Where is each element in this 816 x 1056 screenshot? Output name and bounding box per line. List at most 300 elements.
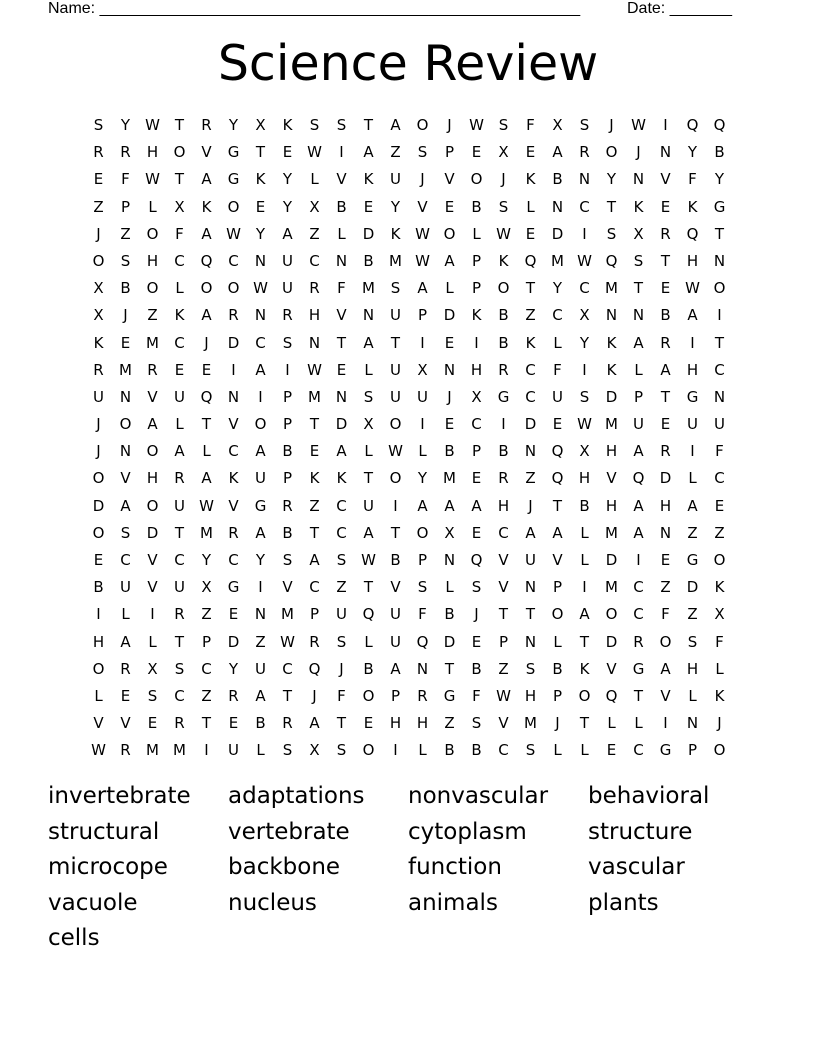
grid-letter[interactable]: N [335, 251, 348, 270]
grid-letter[interactable]: R [120, 143, 131, 162]
grid-letter[interactable]: N [713, 251, 726, 270]
grid-letter[interactable]: W [307, 360, 322, 379]
grid-letter[interactable]: O [173, 143, 186, 162]
grid-letter[interactable]: X [93, 306, 104, 325]
grid-letter[interactable]: O [92, 469, 105, 488]
grid-letter[interactable]: Y [201, 551, 212, 569]
grid-letter[interactable]: K [309, 469, 320, 488]
grid-letter[interactable]: N [254, 306, 267, 325]
grid-letter[interactable]: N [443, 551, 456, 569]
grid-letter[interactable]: L [445, 578, 454, 597]
grid-letter[interactable]: Y [714, 170, 725, 189]
grid-letter[interactable]: N [605, 306, 618, 325]
grid-letter[interactable]: U [390, 170, 401, 189]
grid-letter[interactable]: U [390, 306, 401, 325]
grid-letter[interactable]: B [471, 659, 482, 678]
grid-letter[interactable]: U [228, 741, 239, 760]
grid-letter[interactable]: P [417, 551, 428, 569]
grid-letter[interactable]: U [525, 551, 536, 569]
grid-letter[interactable]: E [363, 714, 374, 733]
grid-letter[interactable]: C [309, 251, 320, 270]
grid-letter[interactable]: D [146, 523, 159, 542]
grid-letter[interactable]: H [659, 496, 672, 515]
grid-letter[interactable]: X [174, 197, 185, 216]
grid-letter[interactable]: A [633, 442, 644, 461]
grid-letter[interactable]: S [282, 551, 293, 569]
grid-letter[interactable]: A [255, 442, 266, 461]
grid-letter[interactable]: T [174, 523, 185, 542]
grid-letter[interactable]: D [605, 632, 618, 651]
grid-letter[interactable]: Z [201, 686, 212, 705]
grid-letter[interactable]: V [498, 551, 509, 569]
grid-letter[interactable]: R [201, 116, 212, 134]
grid-letter[interactable]: T [201, 415, 212, 434]
grid-letter[interactable]: E [444, 197, 455, 216]
grid-letter[interactable]: J [339, 659, 344, 678]
grid-letter[interactable]: K [714, 578, 725, 597]
grid-letter[interactable]: V [606, 469, 617, 488]
grid-letter[interactable]: L [364, 442, 373, 461]
grid-letter[interactable]: R [282, 306, 293, 325]
grid-letter[interactable]: E [309, 442, 320, 461]
grid-letter[interactable]: T [174, 632, 185, 651]
grid-letter[interactable]: Z [309, 224, 320, 243]
grid-letter[interactable]: O [200, 279, 213, 298]
grid-letter[interactable]: A [309, 714, 320, 733]
grid-letter[interactable]: X [93, 279, 104, 298]
grid-letter[interactable]: T [660, 251, 671, 270]
grid-letter[interactable]: T [390, 523, 401, 542]
grid-letter[interactable]: V [336, 170, 347, 189]
grid-letter[interactable]: P [471, 442, 482, 461]
grid-letter[interactable]: N [551, 197, 564, 216]
grid-letter[interactable]: E [228, 605, 239, 624]
grid-letter[interactable]: E [525, 224, 536, 243]
grid-letter[interactable]: I [690, 442, 695, 461]
grid-letter[interactable]: Z [714, 523, 725, 542]
grid-letter[interactable]: E [660, 197, 671, 216]
grid-letter[interactable]: W [280, 632, 295, 651]
grid-letter[interactable]: Q [416, 632, 429, 651]
grid-letter[interactable]: Y [228, 116, 239, 134]
grid-letter[interactable]: E [525, 143, 536, 162]
grid-letter[interactable]: M [200, 523, 213, 542]
grid-letter[interactable]: B [282, 442, 293, 461]
grid-letter[interactable]: L [148, 632, 157, 651]
grid-letter[interactable]: S [282, 333, 293, 352]
grid-letter[interactable]: I [636, 551, 641, 569]
grid-letter[interactable]: L [418, 741, 427, 760]
grid-letter[interactable]: I [420, 333, 425, 352]
grid-letter[interactable]: P [552, 686, 563, 705]
grid-letter[interactable]: N [416, 659, 429, 678]
grid-letter[interactable]: U [174, 387, 185, 406]
grid-letter[interactable]: A [201, 469, 212, 488]
grid-letter[interactable]: Z [390, 143, 401, 162]
grid-letter[interactable]: H [578, 469, 591, 488]
grid-letter[interactable]: Q [308, 659, 321, 678]
grid-letter[interactable]: O [551, 605, 564, 624]
grid-letter[interactable]: S [633, 251, 644, 270]
grid-letter[interactable]: C [525, 360, 536, 379]
grid-letter[interactable]: E [660, 279, 671, 298]
grid-letter[interactable]: J [420, 170, 425, 189]
grid-letter[interactable]: N [308, 333, 321, 352]
grid-letter[interactable]: G [497, 387, 510, 406]
grid-letter[interactable]: D [551, 224, 564, 243]
grid-letter[interactable]: Q [524, 251, 537, 270]
grid-letter[interactable]: L [580, 551, 589, 569]
grid-letter[interactable]: V [147, 551, 158, 569]
grid-letter[interactable]: J [447, 387, 452, 406]
grid-letter[interactable]: Z [309, 496, 320, 515]
grid-letter[interactable]: S [525, 741, 536, 760]
grid-letter[interactable]: B [498, 442, 509, 461]
grid-letter[interactable]: L [580, 523, 589, 542]
grid-letter[interactable]: W [91, 741, 106, 760]
grid-letter[interactable]: T [390, 333, 401, 352]
grid-letter[interactable]: P [309, 605, 320, 624]
grid-letter[interactable]: I [474, 333, 479, 352]
grid-letter[interactable]: N [524, 578, 537, 597]
grid-letter[interactable]: H [686, 251, 699, 270]
grid-letter[interactable]: K [606, 360, 617, 379]
grid-letter[interactable]: K [579, 659, 590, 678]
grid-letter[interactable]: R [147, 360, 158, 379]
grid-letter[interactable]: M [119, 360, 132, 379]
grid-letter[interactable]: L [553, 741, 562, 760]
grid-letter[interactable]: M [146, 333, 159, 352]
grid-letter[interactable]: H [605, 496, 618, 515]
grid-letter[interactable]: B [660, 306, 671, 325]
grid-letter[interactable]: L [526, 197, 535, 216]
grid-letter[interactable]: K [606, 333, 617, 352]
grid-letter[interactable]: V [201, 143, 212, 162]
grid-letter[interactable]: A [552, 523, 563, 542]
grid-letter[interactable]: A [255, 686, 266, 705]
grid-letter[interactable]: S [579, 387, 590, 406]
grid-letter[interactable]: H [497, 496, 510, 515]
grid-letter[interactable]: J [717, 714, 722, 733]
grid-letter[interactable]: J [96, 442, 101, 461]
grid-letter[interactable]: E [147, 714, 158, 733]
grid-letter[interactable]: X [309, 197, 320, 216]
grid-letter[interactable]: H [146, 469, 159, 488]
grid-letter[interactable]: M [173, 741, 186, 760]
grid-letter[interactable]: J [204, 333, 209, 352]
grid-letter[interactable]: S [687, 632, 698, 651]
grid-letter[interactable]: V [498, 578, 509, 597]
grid-letter[interactable]: F [337, 279, 346, 298]
grid-letter[interactable]: W [577, 251, 592, 270]
grid-letter[interactable]: V [120, 469, 131, 488]
grid-letter[interactable]: R [579, 143, 590, 162]
grid-letter[interactable]: L [310, 170, 319, 189]
grid-letter[interactable]: I [690, 333, 695, 352]
grid-letter[interactable]: D [443, 306, 456, 325]
grid-letter[interactable]: O [659, 632, 672, 651]
grid-letter[interactable]: G [227, 170, 240, 189]
grid-letter[interactable]: C [282, 659, 293, 678]
grid-letter[interactable]: F [553, 360, 562, 379]
grid-letter[interactable]: X [552, 116, 563, 134]
grid-letter[interactable]: W [145, 170, 160, 189]
grid-letter[interactable]: K [525, 170, 536, 189]
grid-letter[interactable]: N [254, 251, 267, 270]
grid-letter[interactable]: Z [525, 306, 536, 325]
grid-letter[interactable]: J [312, 686, 317, 705]
grid-letter[interactable]: Q [200, 251, 213, 270]
grid-letter[interactable]: R [228, 523, 239, 542]
grid-letter[interactable]: L [634, 714, 643, 733]
grid-letter[interactable]: A [174, 442, 185, 461]
grid-letter[interactable]: Q [605, 251, 618, 270]
grid-letter[interactable]: Z [525, 469, 536, 488]
grid-letter[interactable]: X [579, 306, 590, 325]
grid-letter[interactable]: E [120, 686, 131, 705]
grid-letter[interactable]: T [363, 116, 374, 134]
grid-letter[interactable]: N [119, 387, 132, 406]
grid-letter[interactable]: I [582, 578, 587, 597]
grid-letter[interactable]: O [362, 741, 375, 760]
grid-letter[interactable]: Z [147, 306, 158, 325]
grid-letter[interactable]: O [92, 659, 105, 678]
grid-letter[interactable]: G [254, 496, 267, 515]
grid-letter[interactable]: F [715, 442, 724, 461]
grid-letter[interactable]: A [120, 632, 131, 651]
grid-letter[interactable]: J [555, 714, 560, 733]
grid-letter[interactable]: R [498, 360, 509, 379]
grid-letter[interactable]: P [282, 469, 293, 488]
grid-letter[interactable]: O [713, 741, 726, 760]
grid-letter[interactable]: P [282, 387, 293, 406]
grid-letter[interactable]: R [228, 306, 239, 325]
grid-letter[interactable]: E [552, 415, 563, 434]
grid-letter[interactable]: O [146, 224, 159, 243]
grid-letter[interactable]: A [201, 224, 212, 243]
grid-letter[interactable]: C [336, 496, 347, 515]
grid-letter[interactable]: Q [686, 116, 699, 134]
grid-letter[interactable]: D [227, 632, 240, 651]
grid-letter[interactable]: A [201, 306, 212, 325]
grid-letter[interactable]: E [606, 741, 617, 760]
grid-letter[interactable]: Z [660, 578, 671, 597]
grid-letter[interactable]: E [336, 360, 347, 379]
grid-letter[interactable]: B [390, 551, 401, 569]
grid-letter[interactable]: I [663, 116, 668, 134]
grid-letter[interactable]: S [498, 197, 509, 216]
grid-letter[interactable]: R [660, 333, 671, 352]
grid-letter[interactable]: S [579, 116, 590, 134]
grid-letter[interactable]: A [309, 551, 320, 569]
grid-letter[interactable]: C [174, 686, 185, 705]
grid-letter[interactable]: P [471, 251, 482, 270]
grid-letter[interactable]: W [253, 279, 268, 298]
grid-letter[interactable]: K [687, 197, 698, 216]
grid-letter[interactable]: P [201, 632, 212, 651]
grid-letter[interactable]: L [337, 224, 346, 243]
grid-letter[interactable]: L [607, 714, 616, 733]
grid-letter[interactable]: E [660, 551, 671, 569]
grid-letter[interactable]: R [93, 143, 104, 162]
grid-letter[interactable]: L [445, 279, 454, 298]
grid-letter[interactable]: Y [120, 116, 131, 134]
grid-letter[interactable]: O [146, 442, 159, 461]
grid-letter[interactable]: M [146, 741, 159, 760]
grid-letter[interactable]: E [201, 360, 212, 379]
grid-letter[interactable]: S [309, 116, 320, 134]
grid-letter[interactable]: C [525, 387, 536, 406]
grid-letter[interactable]: U [282, 279, 293, 298]
grid-letter[interactable]: S [120, 251, 131, 270]
grid-letter[interactable]: R [309, 279, 320, 298]
grid-letter[interactable]: A [579, 605, 590, 624]
grid-letter[interactable]: V [606, 659, 617, 678]
grid-letter[interactable]: B [552, 659, 563, 678]
grid-letter[interactable]: B [336, 197, 347, 216]
grid-letter[interactable]: V [228, 415, 239, 434]
grid-letter[interactable]: E [444, 415, 455, 434]
grid-letter[interactable]: E [471, 469, 482, 488]
grid-letter[interactable]: G [227, 578, 240, 597]
grid-letter[interactable]: S [525, 659, 536, 678]
grid-letter[interactable]: U [255, 469, 266, 488]
grid-letter[interactable]: S [471, 578, 482, 597]
grid-letter[interactable]: U [174, 578, 185, 597]
grid-letter[interactable]: W [685, 279, 700, 298]
grid-letter[interactable]: W [388, 442, 403, 461]
grid-letter[interactable]: C [174, 333, 185, 352]
grid-letter[interactable]: B [444, 442, 455, 461]
grid-letter[interactable]: U [633, 415, 644, 434]
grid-letter[interactable]: S [363, 387, 374, 406]
grid-letter[interactable]: I [285, 360, 290, 379]
grid-letter[interactable]: Y [255, 224, 266, 243]
grid-letter[interactable]: M [362, 279, 375, 298]
grid-letter[interactable]: K [633, 197, 644, 216]
grid-letter[interactable]: F [688, 170, 697, 189]
grid-letter[interactable]: L [364, 360, 373, 379]
grid-letter[interactable]: O [578, 686, 591, 705]
grid-letter[interactable]: U [120, 578, 131, 597]
grid-letter[interactable]: U [255, 659, 266, 678]
grid-letter[interactable]: F [121, 170, 130, 189]
grid-letter[interactable]: U [363, 496, 374, 515]
grid-letter[interactable]: O [497, 279, 510, 298]
grid-letter[interactable]: Y [228, 659, 239, 678]
grid-letter[interactable]: Z [336, 578, 347, 597]
grid-letter[interactable]: K [174, 306, 185, 325]
grid-letter[interactable]: O [713, 279, 726, 298]
grid-letter[interactable]: M [605, 279, 618, 298]
grid-letter[interactable]: E [471, 632, 482, 651]
grid-letter[interactable]: L [634, 360, 643, 379]
grid-letter[interactable]: A [363, 333, 374, 352]
grid-letter[interactable]: Q [632, 469, 645, 488]
grid-letter[interactable]: W [307, 143, 322, 162]
grid-letter[interactable]: O [146, 279, 159, 298]
grid-letter[interactable]: D [659, 469, 672, 488]
grid-letter[interactable]: X [714, 605, 725, 624]
grid-letter[interactable]: Z [120, 224, 131, 243]
grid-letter[interactable]: D [605, 387, 618, 406]
grid-letter[interactable]: E [120, 333, 131, 352]
grid-letter[interactable]: I [150, 605, 155, 624]
grid-letter[interactable]: S [606, 224, 617, 243]
grid-letter[interactable]: W [496, 224, 511, 243]
grid-letter[interactable]: C [633, 605, 644, 624]
grid-letter[interactable]: O [227, 279, 240, 298]
grid-letter[interactable]: O [146, 496, 159, 515]
grid-letter[interactable]: U [93, 387, 104, 406]
grid-letter[interactable]: T [633, 686, 644, 705]
grid-letter[interactable]: H [92, 632, 105, 651]
grid-letter[interactable]: X [201, 578, 212, 597]
grid-letter[interactable]: F [661, 605, 670, 624]
grid-letter[interactable]: L [688, 686, 697, 705]
grid-letter[interactable]: H [146, 143, 159, 162]
grid-letter[interactable]: T [444, 659, 455, 678]
grid-letter[interactable]: E [93, 170, 104, 189]
grid-letter[interactable]: N [335, 387, 348, 406]
grid-letter[interactable]: I [501, 415, 506, 434]
grid-letter[interactable]: R [309, 632, 320, 651]
grid-letter[interactable]: C [201, 659, 212, 678]
grid-letter[interactable]: S [93, 116, 104, 134]
grid-letter[interactable]: W [145, 116, 160, 134]
grid-letter[interactable]: V [147, 387, 158, 406]
grid-letter[interactable]: L [418, 442, 427, 461]
grid-letter[interactable]: U [390, 360, 401, 379]
grid-letter[interactable]: O [92, 251, 105, 270]
grid-letter[interactable]: K [255, 170, 266, 189]
grid-letter[interactable]: G [686, 551, 699, 569]
grid-letter[interactable]: C [471, 415, 482, 434]
grid-letter[interactable]: W [631, 116, 646, 134]
name-field-label[interactable]: Name: ______________________________________________________ [48, 0, 581, 17]
grid-letter[interactable]: C [633, 741, 644, 760]
grid-letter[interactable]: T [552, 496, 563, 515]
grid-letter[interactable]: V [120, 714, 131, 733]
grid-letter[interactable]: R [93, 360, 104, 379]
grid-letter[interactable]: U [390, 632, 401, 651]
grid-letter[interactable]: Y [390, 197, 401, 216]
grid-letter[interactable]: I [420, 415, 425, 434]
grid-letter[interactable]: V [444, 170, 455, 189]
grid-letter[interactable]: U [336, 605, 347, 624]
grid-letter[interactable]: R [174, 714, 185, 733]
grid-letter[interactable]: Y [687, 143, 698, 162]
grid-letter[interactable]: A [471, 496, 482, 515]
grid-letter[interactable]: K [714, 686, 725, 705]
grid-letter[interactable]: V [228, 496, 239, 515]
grid-letter[interactable]: V [93, 714, 104, 733]
grid-letter[interactable]: C [579, 197, 590, 216]
grid-letter[interactable]: H [605, 442, 618, 461]
grid-letter[interactable]: P [552, 578, 563, 597]
grid-letter[interactable]: M [551, 251, 564, 270]
grid-letter[interactable]: A [444, 251, 455, 270]
grid-letter[interactable]: Y [282, 197, 293, 216]
grid-letter[interactable]: T [336, 333, 347, 352]
grid-letter[interactable]: Q [686, 224, 699, 243]
grid-letter[interactable]: N [632, 170, 645, 189]
grid-letter[interactable]: T [525, 605, 536, 624]
grid-letter[interactable]: X [309, 741, 320, 760]
grid-letter[interactable]: M [443, 469, 456, 488]
grid-letter[interactable]: O [416, 116, 429, 134]
grid-letter[interactable]: Y [282, 170, 293, 189]
